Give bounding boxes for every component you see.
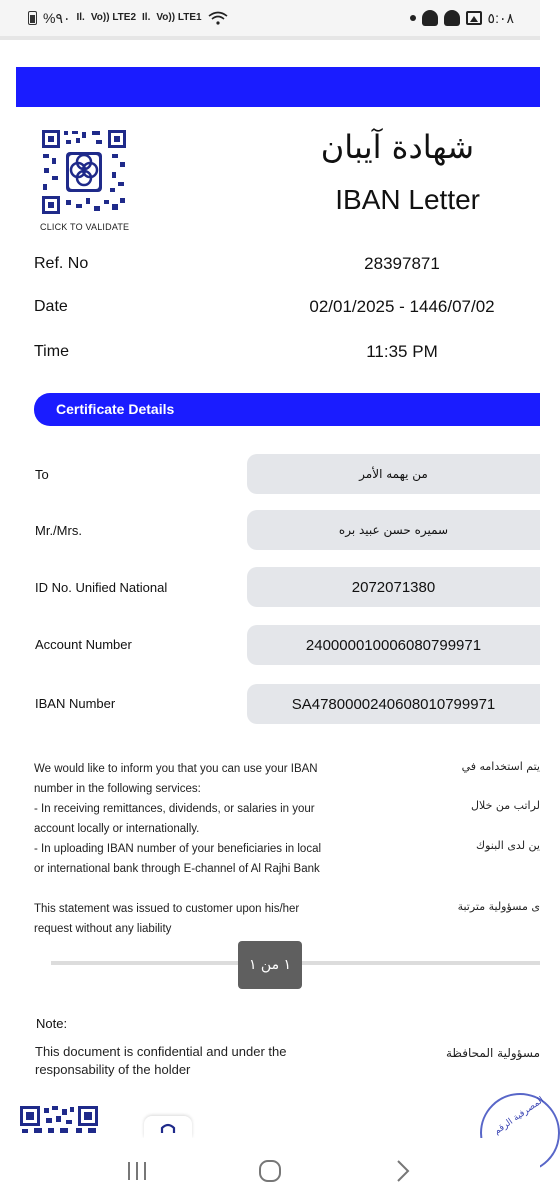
status-left	[28, 10, 228, 27]
notice-line: - In uploading IBAN number of your beneficiaries in local	[34, 843, 322, 855]
notice-line: We would like to inform you that you can use your IBAN	[34, 763, 318, 775]
back-icon	[395, 1159, 411, 1183]
navigation-bar	[0, 1138, 540, 1204]
page-title: IBAN Letter	[335, 184, 480, 215]
note-ar: مسؤولية المحافظة	[446, 1046, 540, 1060]
date-label: Date	[34, 298, 68, 315]
notice-text	[34, 759, 354, 879]
battery-icon	[28, 11, 37, 25]
recents-icon	[125, 1160, 149, 1182]
field-value-to: من يهمه الأمر	[247, 454, 540, 494]
page-title-arabic: شهادة آيبان	[320, 128, 474, 166]
home-button[interactable]	[250, 1151, 290, 1191]
field-value-iban: SA4780000240608010799971	[247, 684, 540, 724]
notice-ar-line: ين لدى البنوك	[476, 839, 540, 852]
signal-icon-2: Il.	[142, 12, 151, 23]
statement-line: This statement was issued to customer upon his/her	[34, 903, 300, 915]
divider	[0, 36, 540, 40]
home-circle-icon	[257, 1158, 283, 1184]
field-label-id: ID No. Unified National	[35, 580, 168, 595]
home-icon	[159, 1122, 177, 1134]
field-value-id: 2072071380	[247, 567, 540, 607]
ref-value: 28397871	[364, 254, 440, 273]
wifi-icon	[208, 11, 228, 25]
ref-label: Ref. No	[34, 255, 89, 272]
field-label-iban: IBAN Number	[35, 696, 116, 711]
sim1-label: Vo)) LTE2	[90, 12, 137, 23]
header-banner	[16, 67, 540, 107]
status-right	[410, 10, 514, 27]
field-label-to: To	[35, 467, 49, 482]
qr-code-small-icon	[20, 1106, 98, 1134]
statement-text	[34, 899, 354, 939]
statement-line: request without any liability	[34, 923, 172, 935]
note-body: This document is confidential and under the responsability of the holder	[35, 1044, 287, 1077]
back-button[interactable]	[383, 1151, 423, 1191]
notification-dot-icon	[410, 15, 416, 21]
date-value: 02/01/2025 - 1446/07/02	[309, 297, 495, 316]
field-label-name: Mr./Mrs.	[35, 523, 82, 538]
notice-line: account locally or internationally.	[34, 823, 200, 835]
snapchat-icon	[422, 10, 438, 26]
field-value-account: 240000010006080799971	[247, 625, 540, 665]
time-value: 11:35 PM	[366, 342, 438, 361]
field-label-account: Account Number	[35, 637, 132, 652]
notice-line: - In receiving remittances, dividends, or salaries in your	[34, 803, 315, 815]
status-bar	[0, 0, 540, 36]
battery-text: %٩٠	[43, 9, 71, 26]
stamp-text: المصرفية الرقم	[492, 1095, 547, 1137]
statement-ar: ى مسؤولية مترتبة	[457, 900, 540, 913]
time-label: Time	[34, 343, 69, 360]
home-mini-button[interactable]	[144, 1116, 192, 1138]
qr-caption[interactable]: CLICK TO VALIDATE	[40, 222, 130, 232]
field-value-name: سميره حسن عبيد بره	[247, 510, 540, 550]
snapchat-icon-2	[444, 10, 460, 26]
note-title: Note:	[36, 1016, 68, 1031]
notice-ar-line: يتم استخدامه في	[461, 760, 540, 773]
notice-line: number in the following services:	[34, 783, 201, 795]
section-header: Certificate Details	[34, 393, 540, 426]
gallery-icon	[466, 11, 482, 25]
notice-line: or international bank through E-channel of Al Rajhi Bank	[34, 863, 320, 875]
sim2-label: Vo)) LTE1	[156, 12, 202, 23]
qr-code-icon[interactable]	[40, 128, 128, 216]
page-indicator: ١ من ١	[238, 941, 302, 989]
recents-button[interactable]	[117, 1151, 157, 1191]
signal-icon-1: Il.	[76, 12, 85, 23]
notice-ar-line: لراتب من خلال	[471, 799, 540, 812]
clock: ٥:٠٨	[487, 9, 514, 26]
